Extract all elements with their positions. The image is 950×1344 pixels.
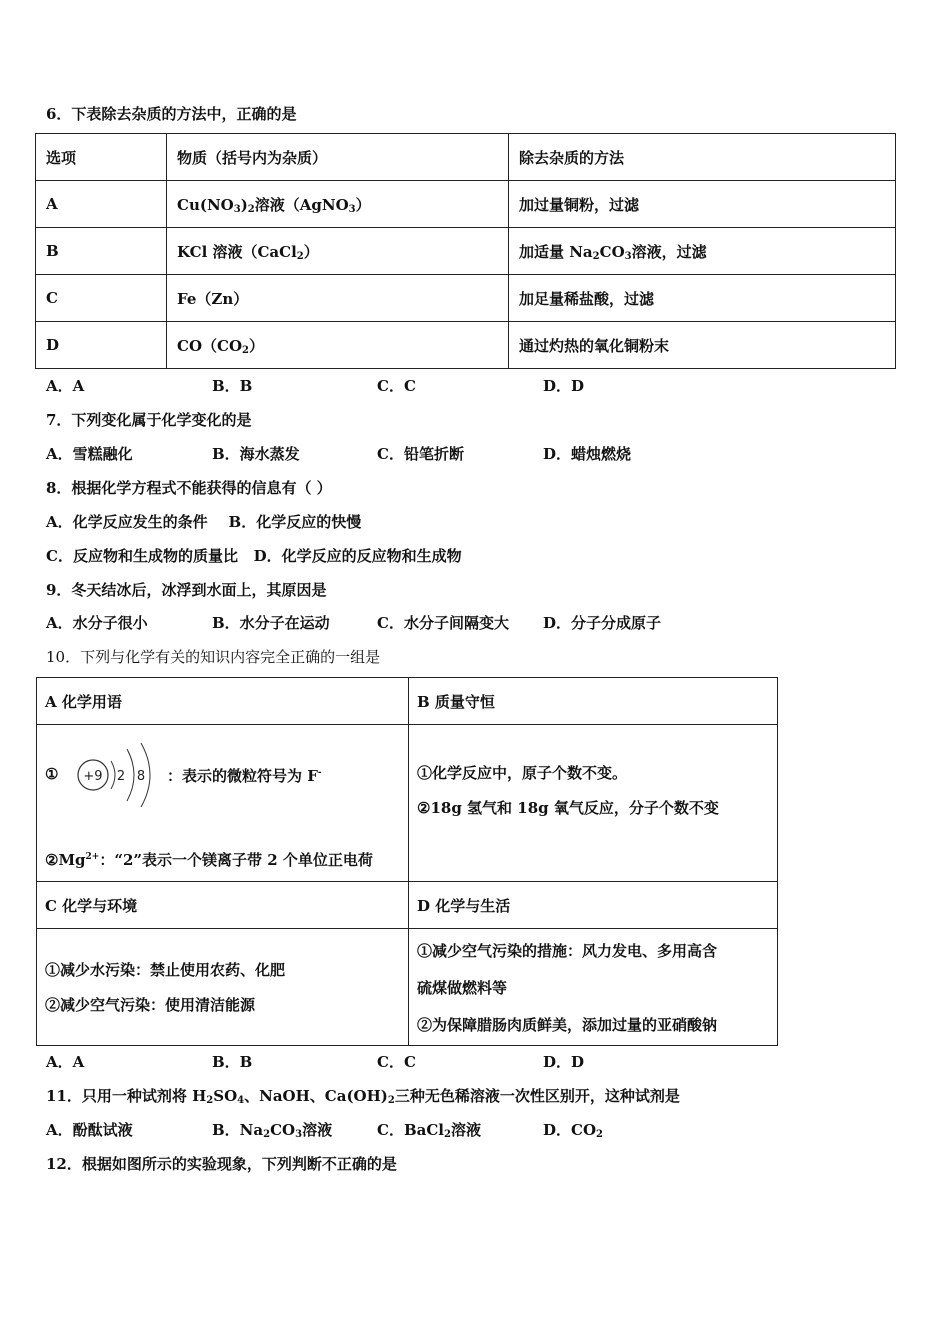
d1-text: ①减少空气污染的措施：风力发电、多用高含 bbox=[417, 941, 718, 960]
q7-option-c: C．铅笔折断 bbox=[377, 445, 464, 463]
q10-option-d: D．D bbox=[543, 1053, 585, 1071]
cell-c-title: C 化学与环境 bbox=[37, 882, 409, 929]
q11-option-c: C．BaCl$_2$溶液 bbox=[377, 1121, 481, 1140]
q7-option-d: D．蜡烛燃烧 bbox=[543, 445, 632, 463]
cell-method: 加过量铜粉，过滤 bbox=[509, 181, 896, 228]
table-row bbox=[37, 882, 778, 929]
a1-text: ：表示的微粒符号为 F- bbox=[167, 766, 322, 785]
table-row bbox=[37, 678, 778, 725]
table-row bbox=[36, 134, 896, 181]
cell-method: 加适量 $Na_2CO_3$溶液，过滤 bbox=[509, 228, 896, 275]
a1-number: ① bbox=[45, 764, 59, 783]
shell-1-count: 2 bbox=[116, 768, 126, 784]
q9-option-b: B．水分子在运动 bbox=[212, 614, 330, 632]
q9-option-d: D．分子分成原子 bbox=[543, 614, 662, 632]
cell-method: 加足量稀盐酸，过滤 bbox=[509, 275, 896, 322]
a2-text: $②Mg^{2+}$：“2”表示一个镁离子带 2 个单位正电荷 bbox=[45, 850, 373, 869]
table-row bbox=[36, 228, 896, 275]
q6-option-b: B．B bbox=[212, 377, 253, 395]
header-substance: 物质（括号内为杂质） bbox=[167, 134, 509, 181]
cell-method: 通过灼热的氧化铜粉末 bbox=[509, 322, 896, 369]
q11-option-b: B．$Na_2CO_3$溶液 bbox=[212, 1121, 333, 1140]
q10-stem: 10．下列与化学有关的知识内容完全正确的一组是 bbox=[46, 648, 381, 666]
table-row bbox=[36, 275, 896, 322]
q7-option-a: A．雪糕融化 bbox=[46, 445, 133, 463]
q11-stem: 11．只用一种试剂将 $H_2SO_4$、NaOH、$Ca(OH)_2$三种无色稀溶液一次性区别开，这种试剂是 bbox=[46, 1087, 680, 1106]
q9-option-c: C．水分子间隔变大 bbox=[377, 614, 509, 632]
q6-stem: 6．下表除去杂质的方法中，正确的是 bbox=[46, 105, 297, 123]
q12-stem: 12．根据如图所示的实验现象，下列判断不正确的是 bbox=[46, 1155, 397, 1173]
q7-option-b: B．海水蒸发 bbox=[212, 445, 300, 463]
table-row bbox=[37, 725, 778, 882]
atom-structure-diagram bbox=[75, 741, 165, 807]
shell-arc-1 bbox=[111, 761, 115, 789]
cell-substance: $CO(CO_2)$ bbox=[167, 322, 509, 369]
q10-table bbox=[36, 677, 778, 1046]
q10-option-a: A．A bbox=[46, 1053, 85, 1071]
cell-option: A bbox=[36, 181, 167, 228]
table-row bbox=[36, 181, 896, 228]
q9-stem: 9．冬天结冰后，冰浮到水面上，其原因是 bbox=[46, 581, 327, 599]
q6-option-d: D．D bbox=[543, 377, 585, 395]
header-option: 选项 bbox=[36, 134, 167, 181]
cell-option: D bbox=[36, 322, 167, 369]
nucleus-label: +9 bbox=[83, 768, 103, 784]
b2-text: ②18g 氢气和 18g 氧气反应，分子个数不变 bbox=[417, 799, 719, 817]
q8-stem: 8．根据化学方程式不能获得的信息有（ ） bbox=[46, 479, 332, 497]
cell-substance: Fe（Zn） bbox=[167, 275, 509, 322]
shell-2-count: 8 bbox=[136, 768, 146, 784]
cell-d-content bbox=[409, 929, 778, 1046]
q8-options-line1: A．化学反应发生的条件 B．化学反应的快慢 bbox=[46, 513, 362, 531]
c2-text: ②减少空气污染：使用清洁能源 bbox=[45, 996, 256, 1014]
header-method: 除去杂质的方法 bbox=[509, 134, 896, 181]
q9-option-a: A．水分子很小 bbox=[46, 614, 148, 632]
cell-c-content bbox=[37, 929, 409, 1046]
d1b-text: 硫煤做燃料等 bbox=[417, 978, 508, 997]
table-row bbox=[36, 322, 896, 369]
q6-option-c: C．C bbox=[377, 377, 416, 395]
table-row bbox=[37, 929, 778, 1046]
cell-d-title: D 化学与生活 bbox=[409, 882, 778, 929]
q10-option-c: C．C bbox=[377, 1053, 416, 1071]
q6-table bbox=[35, 133, 896, 369]
q10-option-b: B．B bbox=[212, 1053, 253, 1071]
b1-text: ①化学反应中，原子个数不变。 bbox=[417, 764, 628, 782]
q6-option-a: A．A bbox=[46, 377, 85, 395]
cell-a-content bbox=[37, 725, 409, 882]
q8-options-line2: C．反应物和生成物的质量比 D．化学反应的反应物和生成物 bbox=[46, 547, 462, 565]
c1-text: ①减少水污染：禁止使用农药、化肥 bbox=[45, 961, 286, 979]
cell-a-title: A 化学用语 bbox=[37, 678, 409, 725]
shell-arc-2 bbox=[127, 749, 134, 801]
cell-option: B bbox=[36, 228, 167, 275]
cell-option: C bbox=[36, 275, 167, 322]
q11-option-d: D．$CO_2$ bbox=[543, 1121, 603, 1140]
cell-substance: KCl 溶液（CaCl$_2$） bbox=[167, 228, 509, 275]
cell-b-title: B 质量守恒 bbox=[409, 678, 778, 725]
d2-text: ②为保障腊肠肉质鲜美，添加过量的亚硝酸钠 bbox=[417, 1015, 718, 1034]
cell-b-content bbox=[409, 725, 778, 882]
q7-stem: 7．下列变化属于化学变化的是 bbox=[46, 411, 252, 429]
q11-option-a: A．酚酞试液 bbox=[46, 1121, 133, 1139]
cell-substance: $Cu(NO_3)_2$溶液（AgNO$_3$） bbox=[167, 181, 509, 228]
